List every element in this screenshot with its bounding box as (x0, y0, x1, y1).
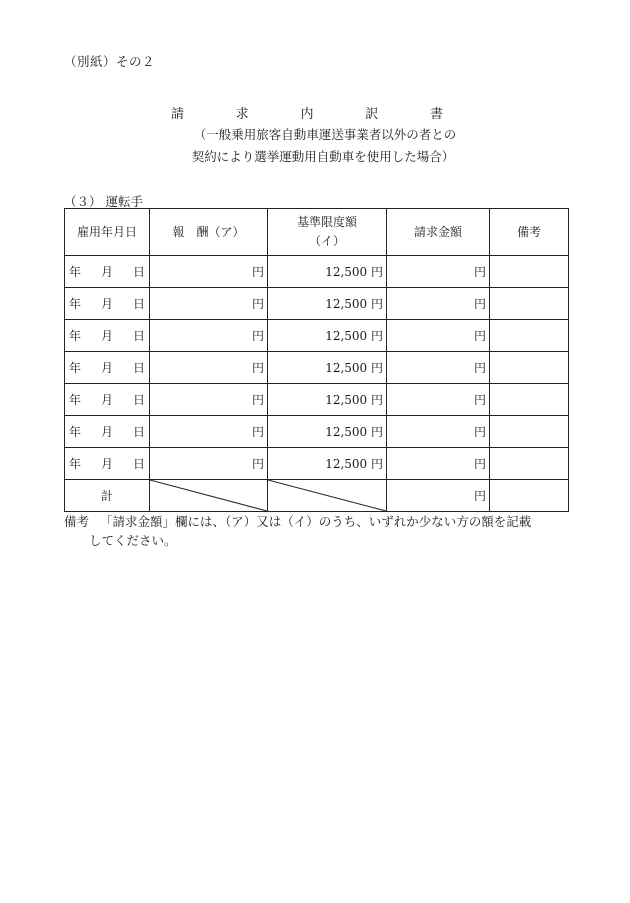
table-row (65, 320, 569, 352)
attachment-label: （別紙）その２ (64, 54, 156, 69)
date-cell[interactable] (65, 288, 150, 320)
claim-cell[interactable]: 円 (387, 416, 490, 448)
section-label: （３） 運転手 (64, 194, 143, 209)
total-limit-crossed-cell (268, 480, 387, 512)
table-row (65, 448, 569, 480)
limit-cell: 12,500 円 (268, 416, 387, 448)
diagonal-line (268, 480, 386, 511)
limit-cell: 12,500 円 (268, 320, 387, 352)
claim-cell[interactable]: 円 (387, 320, 490, 352)
limit-cell: 12,500 円 (268, 256, 387, 288)
month-label: 月 (100, 329, 113, 343)
header-reward: 報 酬（ア） (150, 209, 268, 256)
reward-cell[interactable]: 円 (150, 256, 268, 288)
date-cell[interactable] (65, 448, 150, 480)
table-row (65, 352, 569, 384)
day-label: 日 (133, 393, 146, 407)
remarks-note (64, 512, 531, 550)
total-remarks-cell (490, 480, 569, 512)
header-limit (268, 209, 387, 256)
table-row (65, 384, 569, 416)
limit-cell: 12,500 円 (268, 352, 387, 384)
month-label: 月 (100, 393, 113, 407)
header-date: 雇用年月日 (65, 209, 150, 256)
year-label: 年 (68, 457, 81, 471)
document-title (171, 103, 443, 122)
header-claim: 請求金額 (387, 209, 490, 256)
month-label: 月 (100, 297, 113, 311)
claim-cell[interactable]: 円 (387, 384, 490, 416)
limit-cell: 12,500 円 (268, 384, 387, 416)
month-label: 月 (100, 265, 113, 279)
date-cell[interactable] (65, 320, 150, 352)
date-cell[interactable] (65, 352, 150, 384)
day-label: 日 (133, 265, 146, 279)
month-label: 月 (100, 361, 113, 375)
table-row (65, 288, 569, 320)
reward-cell[interactable]: 円 (150, 320, 268, 352)
remarks-cell[interactable] (490, 352, 569, 384)
year-label: 年 (68, 425, 81, 439)
title-char: 書 (429, 107, 443, 122)
reward-cell[interactable]: 円 (150, 288, 268, 320)
note-text-line-2: してください。 (89, 533, 177, 548)
subtitle-line-2: 契約により選挙運動用自動車を使用した場合） (191, 149, 455, 164)
total-reward-crossed-cell (150, 480, 268, 512)
title-char: 求 (235, 107, 249, 122)
day-label: 日 (133, 457, 146, 471)
total-label: 計 (65, 480, 150, 512)
date-cell[interactable] (65, 416, 150, 448)
day-label: 日 (133, 329, 146, 343)
total-claim-cell[interactable]: 円 (387, 480, 490, 512)
reward-cell[interactable]: 円 (150, 352, 268, 384)
title-char: 内 (300, 107, 314, 122)
diagonal-line (150, 480, 267, 511)
date-cell[interactable] (65, 256, 150, 288)
table-row (65, 256, 569, 288)
header-limit-line-1: 基準限度額 (296, 215, 357, 229)
title-char: 訳 (365, 107, 379, 122)
year-label: 年 (68, 265, 81, 279)
remarks-cell[interactable] (490, 416, 569, 448)
claim-cell[interactable]: 円 (387, 288, 490, 320)
total-row (65, 480, 569, 512)
header-remarks: 備考 (490, 209, 569, 256)
month-label: 月 (100, 457, 113, 471)
date-cell[interactable] (65, 384, 150, 416)
day-label: 日 (133, 425, 146, 439)
note-label: 備考 (64, 514, 90, 529)
table-row (65, 416, 569, 448)
reward-cell[interactable]: 円 (150, 416, 268, 448)
remarks-cell[interactable] (490, 256, 569, 288)
title-char: 請 (171, 107, 185, 122)
table-header-row (65, 209, 569, 256)
remarks-cell[interactable] (490, 448, 569, 480)
note-text-line-1: 「請求金額」欄には、（ア）又は（イ）のうち、いずれか少ない方の額を記載 (100, 514, 532, 529)
month-label: 月 (100, 425, 113, 439)
year-label: 年 (68, 361, 81, 375)
year-label: 年 (68, 329, 81, 343)
day-label: 日 (133, 297, 146, 311)
header-limit-line-2: （イ） (308, 234, 345, 248)
limit-cell: 12,500 円 (268, 288, 387, 320)
claim-cell[interactable]: 円 (387, 256, 490, 288)
remarks-cell[interactable] (490, 384, 569, 416)
year-label: 年 (68, 297, 81, 311)
remarks-cell[interactable] (490, 320, 569, 352)
claim-cell[interactable]: 円 (387, 352, 490, 384)
reward-cell[interactable]: 円 (150, 448, 268, 480)
subtitle-line-1: （一般乗用旅客自動車運送事業者以外の者との (193, 127, 457, 142)
invoice-table (64, 208, 569, 512)
claim-cell[interactable]: 円 (387, 448, 490, 480)
remarks-cell[interactable] (490, 288, 569, 320)
limit-cell: 12,500 円 (268, 448, 387, 480)
day-label: 日 (133, 361, 146, 375)
reward-cell[interactable]: 円 (150, 384, 268, 416)
year-label: 年 (68, 393, 81, 407)
